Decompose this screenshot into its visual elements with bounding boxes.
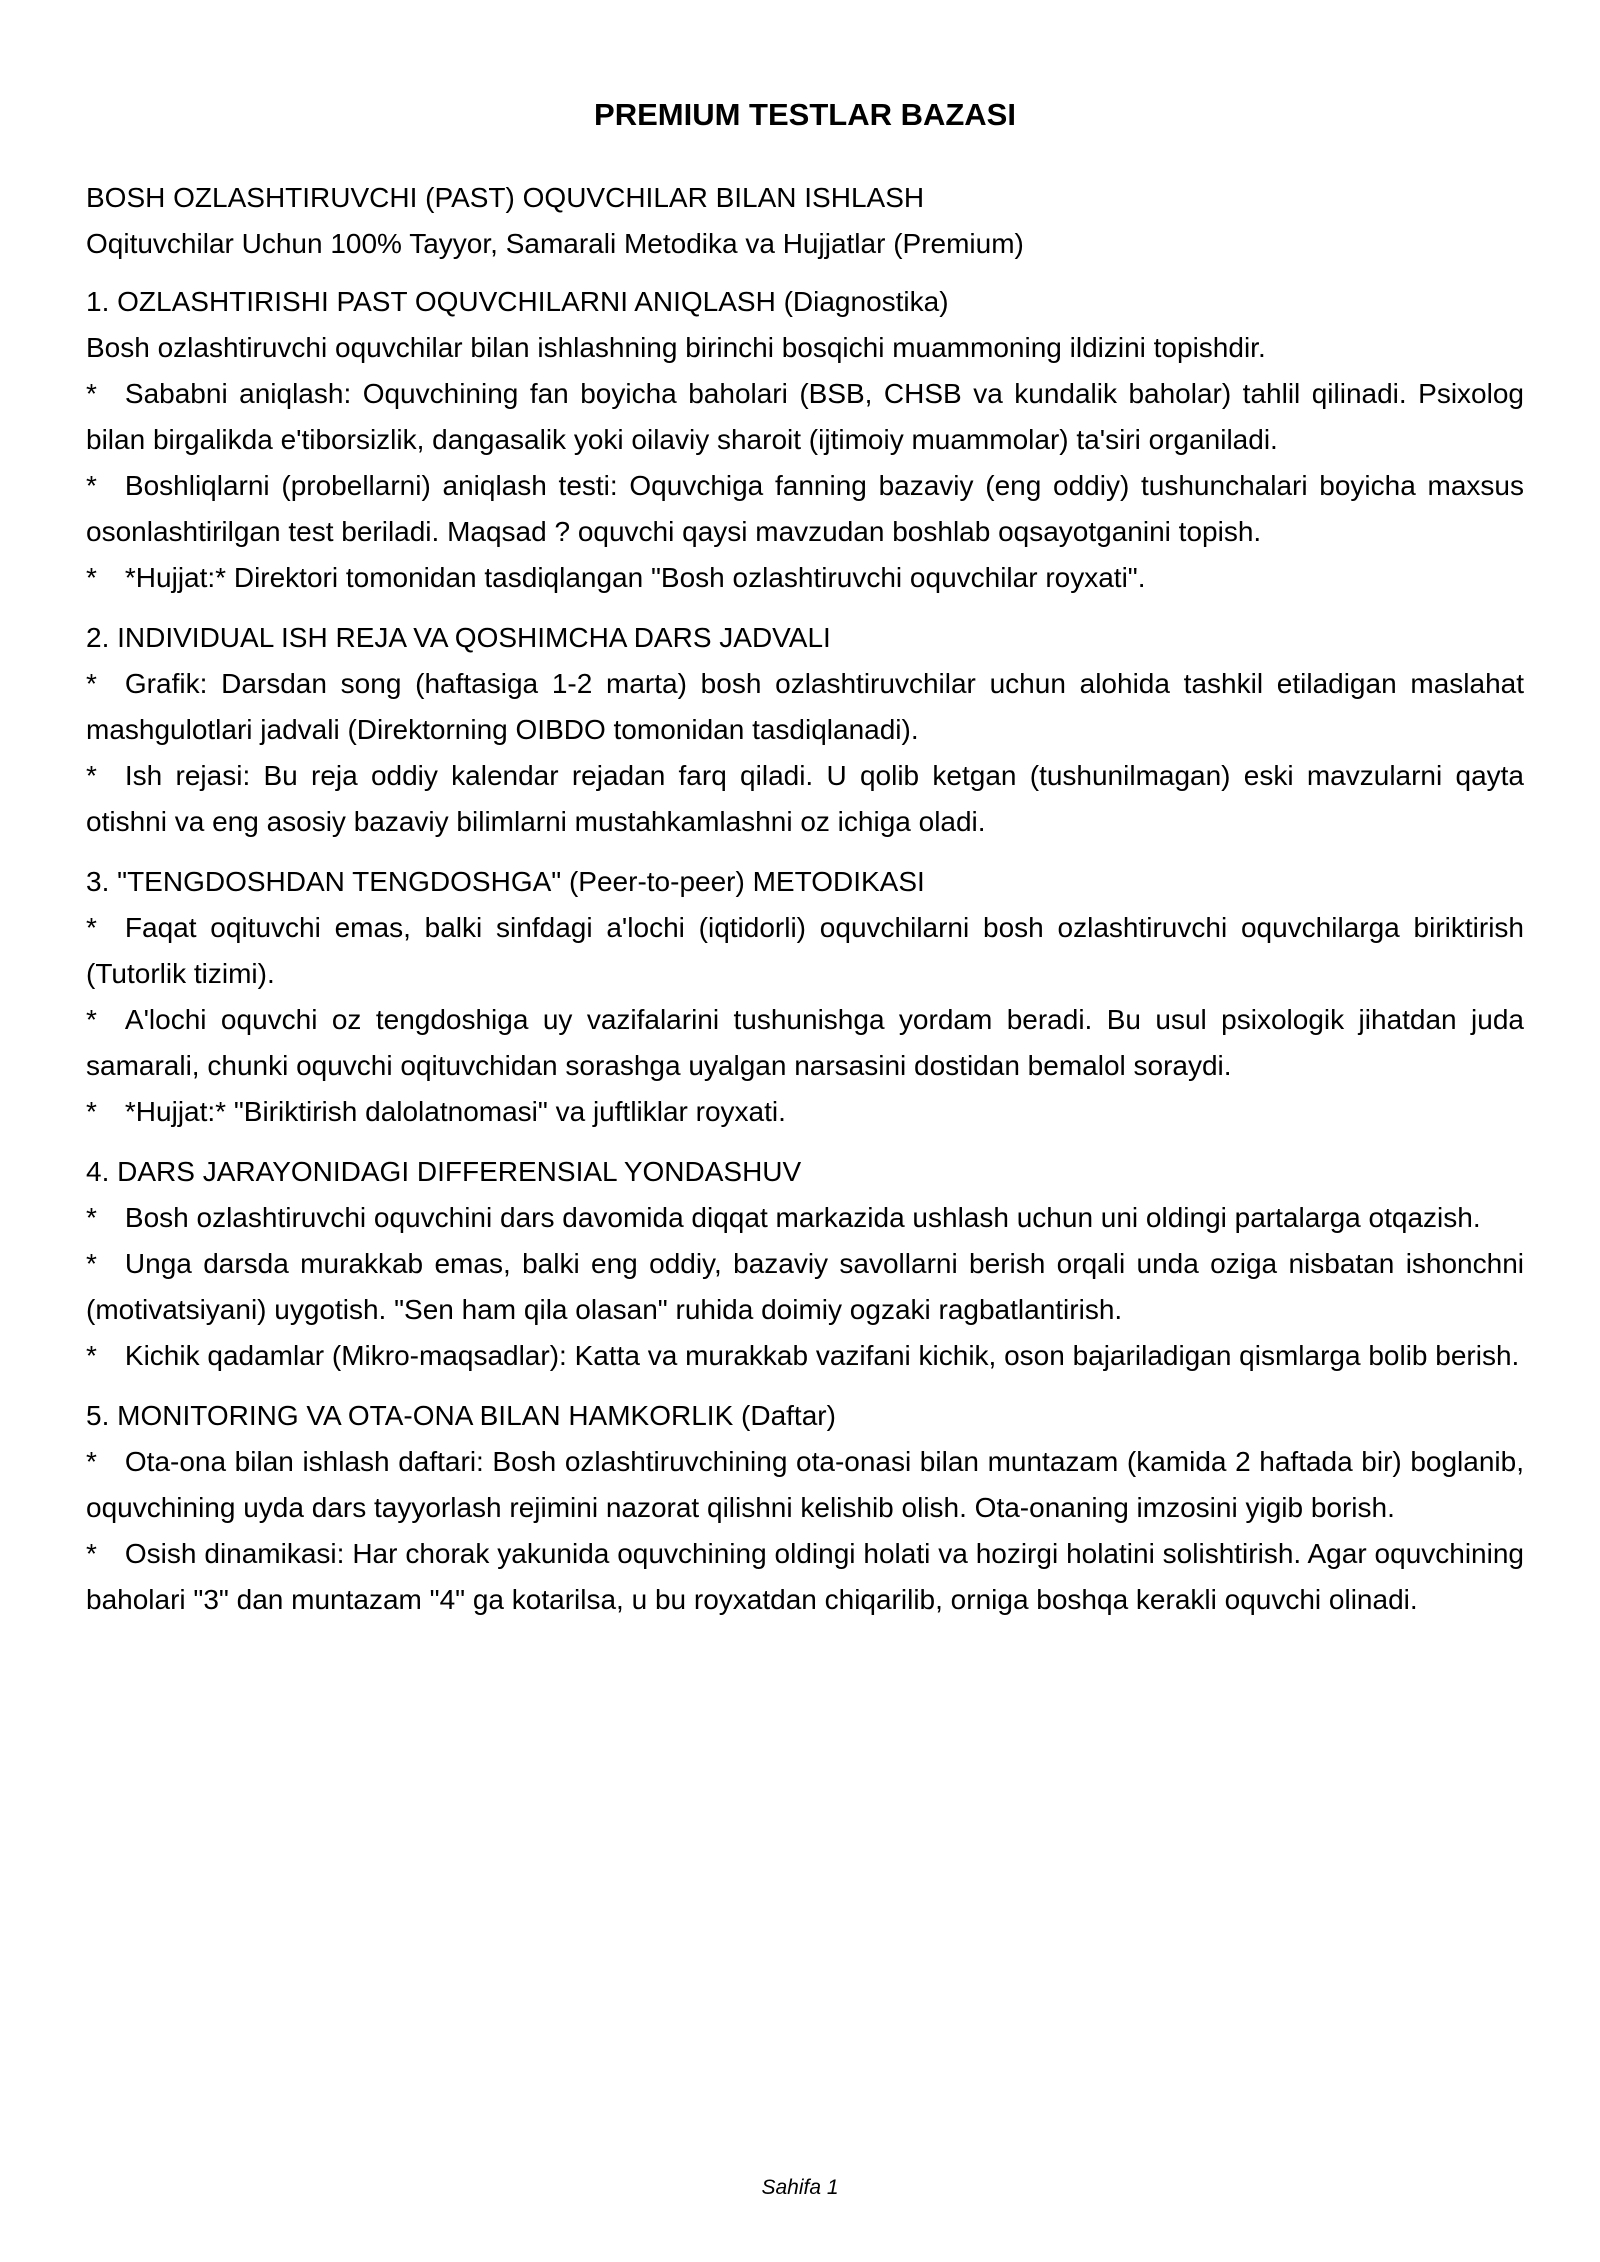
bullet-marker: * <box>86 562 97 593</box>
bullet-marker: * <box>86 912 97 943</box>
bullet-marker: * <box>86 1248 97 1279</box>
bullet-marker: * <box>86 668 97 699</box>
bullet-item <box>86 1439 1524 1531</box>
bullet-text: *Hujjat:* "Biriktirish dalolatnomasi" va juftliklar royxati. <box>124 1096 786 1127</box>
bullet-item <box>86 371 1524 463</box>
page-footer: Sahifa 1 <box>761 2176 839 2199</box>
bullet-marker: * <box>86 1202 97 1233</box>
section-title: 1. OZLASHTIRISHI PAST OQUVCHILARNI ANIQLASH (Diagnostika) <box>86 286 949 317</box>
section-title: 2. INDIVIDUAL ISH REJA VA QOSHIMCHA DARS JADVALI <box>86 622 831 653</box>
section-title: 5. MONITORING VA OTA-ONA BILAN HAMKORLIK (Daftar) <box>86 1400 836 1431</box>
bullet-marker: * <box>86 1446 97 1477</box>
bullet-text: Boshliqlarni (probellarni) aniqlash testi: Oquvchiga fanning bazaviy (eng oddiy) tushunchalari boyicha maxsus osonlashtirilgan test beriladi. Maqsad ? oquvchi qaysi mavzudan boshlab oqsayotganini topish. <box>86 470 1524 547</box>
bullet-item <box>86 1241 1524 1333</box>
sections-container <box>86 279 1524 1623</box>
bullet-marker: * <box>86 378 97 409</box>
bullet-marker: * <box>86 470 97 501</box>
bullet-text: Ota-ona bilan ishlash daftari: Bosh ozlashtiruvchining ota-onasi bilan muntazam (kamida 2 haftada bir) boglanib, oquvchining uyda dars tayyorlash rejimini nazorat qilishni kelishib olish. Ota-onaning imzosini yigib borish. <box>86 1446 1524 1523</box>
document-heading: BOSH OZLASHTIRUVCHI (PAST) OQUVCHILAR BILAN ISHLASH <box>86 182 925 213</box>
bullet-text: Ish rejasi: Bu reja oddiy kalendar rejadan farq qiladi. U qolib ketgan (tushunilmagan) eski mavzularni qayta otishni va eng asosiy bazaviy bilimlarni mustahkamlashni oz ichiga oladi. <box>86 760 1524 837</box>
bullet-marker: * <box>86 1004 97 1035</box>
bullet-item <box>86 1195 1524 1241</box>
document-subheading: Oqituvchilar Uchun 100% Tayyor, Samarali Metodika va Hujjatlar (Premium) <box>86 228 1024 259</box>
document-title: PREMIUM TESTLAR BAZASI <box>594 97 1016 132</box>
bullet-text: Osish dinamikasi: Har chorak yakunida oquvchining oldingi holati va hozirgi holatini solishtirish. Agar oquvchining baholari "3" dan muntazam "4" ga kotarilsa, u bu royxatdan chiqarilib, orniga boshqa kerakli oquvchi olinadi. <box>86 1538 1524 1615</box>
section-3 <box>86 859 1524 1135</box>
section-title: 4. DARS JARAYONIDAGI DIFFERENSIAL YONDASHUV <box>86 1156 802 1187</box>
section-5 <box>86 1393 1524 1623</box>
bullet-item <box>86 905 1524 997</box>
bullet-item <box>86 1089 1524 1135</box>
bullet-marker: * <box>86 760 97 791</box>
bullet-item <box>86 1333 1524 1379</box>
section-2 <box>86 615 1524 845</box>
bullet-text: Bosh ozlashtiruvchi oquvchini dars davomida diqqat markazida ushlash uchun uni oldingi partalarga otqazish. <box>124 1202 1481 1233</box>
bullet-text: Sababni aniqlash: Oquvchining fan boyicha baholari (BSB, CHSB va kundalik baholar) tahlil qilinadi. Psixolog bilan birgalikda e'tiborsizlik, dangasalik yoki oilaviy sharoit (ijtimoiy muammolar) ta'siri organiladi. <box>86 378 1524 455</box>
bullet-item <box>86 463 1524 555</box>
bullet-text: Faqat oqituvchi emas, balki sinfdagi a'lochi (iqtidorli) oquvchilarni bosh ozlashtiruvchi oquvchilarga biriktirish (Tutorlik tizimi). <box>86 912 1524 989</box>
bullet-marker: * <box>86 1538 97 1569</box>
bullet-item <box>86 997 1524 1089</box>
bullet-marker: * <box>86 1096 97 1127</box>
section-4 <box>86 1149 1524 1379</box>
document-page <box>86 96 1524 1637</box>
bullet-text: A'lochi oquvchi oz tengdoshiga uy vazifalarini tushunishga yordam beradi. Bu usul psixologik jihatdan juda samarali, chunki oquvchi oqituvchidan sorashga uyalgan narsasini dostidan bemalol soraydi. <box>86 1004 1524 1081</box>
bullet-text: Unga darsda murakkab emas, balki eng oddiy, bazaviy savollarni berish orqali unda oziga nisbatan ishonchni (motivatsiyani) uygotish. "Sen ham qila olasan" ruhida doimiy ogzaki ragbatlantirish. <box>86 1248 1524 1325</box>
section-1 <box>86 279 1524 601</box>
bullet-item <box>86 1531 1524 1623</box>
section-title: 3. "TENGDOSHDAN TENGDOSHGA" (Peer-to-peer) METODIKASI <box>86 866 925 897</box>
document-intro <box>86 175 1524 267</box>
bullet-item <box>86 661 1524 753</box>
section-intro: Bosh ozlashtiruvchi oquvchilar bilan ishlashning birinchi bosqichi muammoning ildizini topishdir. <box>86 332 1266 363</box>
bullet-text: Kichik qadamlar (Mikro-maqsadlar): Katta va murakkab vazifani kichik, oson bajariladigan qismlarga bolib berish. <box>124 1340 1520 1371</box>
bullet-item <box>86 555 1524 601</box>
bullet-item <box>86 753 1524 845</box>
bullet-marker: * <box>86 1340 97 1371</box>
bullet-text: Grafik: Darsdan song (haftasiga 1-2 marta) bosh ozlashtiruvchilar uchun alohida tashkil etiladigan maslahat mashgulotlari jadvali (Direktorning OIBDO tomonidan tasdiqlanadi). <box>86 668 1524 745</box>
bullet-text: *Hujjat:* Direktori tomonidan tasdiqlangan "Bosh ozlashtiruvchi oquvchilar royxati". <box>124 562 1146 593</box>
